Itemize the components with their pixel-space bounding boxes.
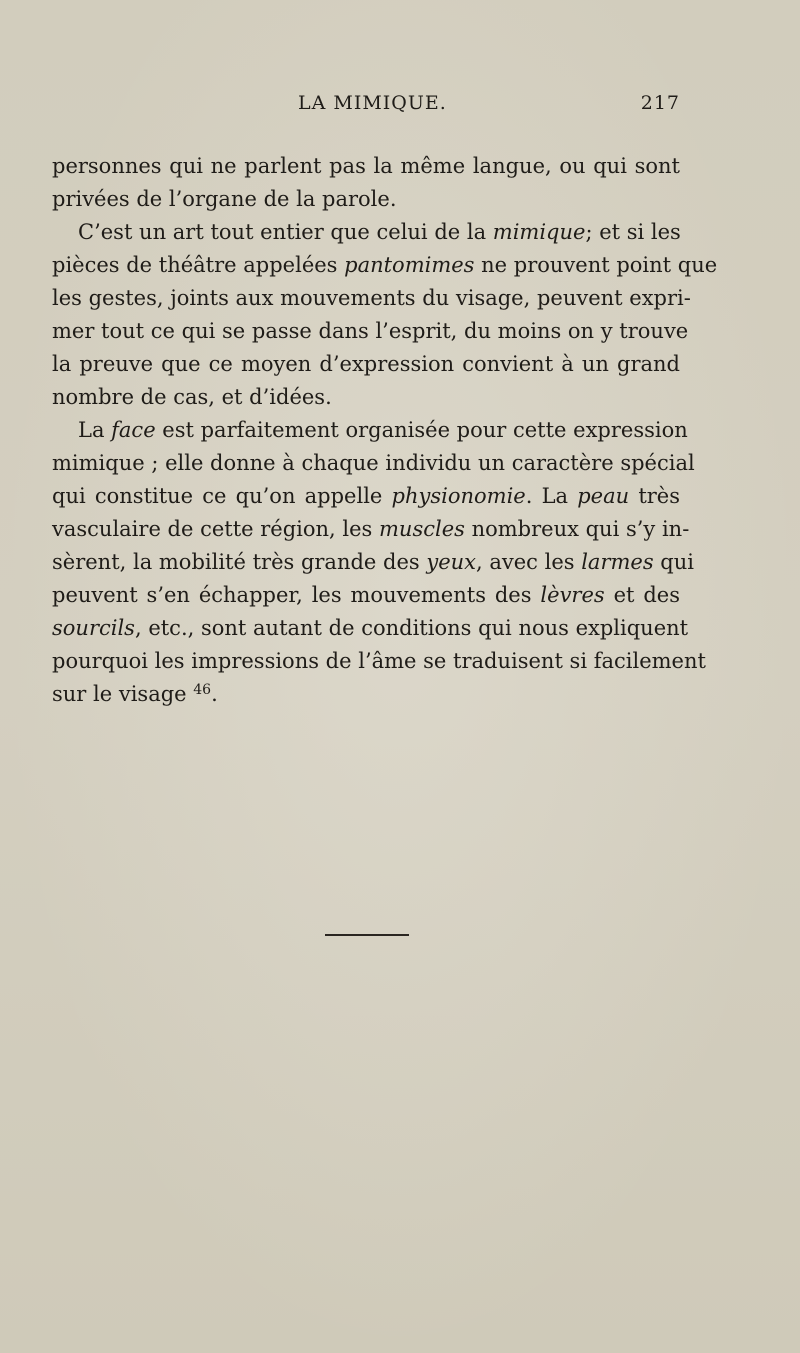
text-line: personnes qui ne parlent pas la même langue, ou qui sont xyxy=(52,154,680,178)
running-title: LA MIMIQUE. xyxy=(298,92,447,114)
italic-term: peau xyxy=(577,484,630,508)
text-line: mer tout ce qui se passe dans l’esprit, du moins on y trouve xyxy=(52,319,689,343)
text-line: La face est parfaitement organisée pour cette expression xyxy=(78,418,688,442)
text-line: sourcils, etc., sont autant de conditions qui nous expliquent xyxy=(52,616,689,640)
text-line: pièces de théâtre appelées pantomimes ne prouvent point que xyxy=(52,253,718,277)
italic-term: larmes xyxy=(581,550,654,574)
italic-term: physionomie xyxy=(391,484,526,508)
body-text xyxy=(52,150,718,711)
page-number: 217 xyxy=(640,92,680,114)
footnote-reference: 46 xyxy=(193,682,212,698)
text-line: privées de l’organe de la parole. xyxy=(52,187,397,211)
section-end-rule xyxy=(325,934,409,936)
text-line: C’est un art tout entier que celui de la mimique; et si les xyxy=(78,220,681,244)
text-line: nombre de cas, et d’idées. xyxy=(52,385,332,409)
text-line: qui constitue ce qu’on appelle physionomie. La peau très xyxy=(52,484,680,508)
italic-term: muscles xyxy=(379,517,465,541)
text-line: pourquoi les impressions de l’âme se traduisent si facilement xyxy=(52,649,706,673)
text-line: les gestes, joints aux mouvements du visage, peuvent expri- xyxy=(52,286,691,310)
text-line: sèrent, la mobilité très grande des yeux, avec les larmes qui xyxy=(52,550,694,574)
italic-term: mimique xyxy=(492,220,586,244)
text-line: mimique ; elle donne à chaque individu un caractère spécial xyxy=(52,451,695,475)
italic-term: lèvres xyxy=(540,583,605,607)
running-head xyxy=(52,92,680,120)
text-line: vasculaire de cette région, les muscles nombreux qui s’y in- xyxy=(52,517,690,541)
text-line: peuvent s’en échapper, les mouvements des lèvres et des xyxy=(52,583,680,607)
italic-term: pantomimes xyxy=(344,253,475,277)
italic-term: yeux xyxy=(426,550,477,574)
italic-term: sourcils xyxy=(52,616,135,640)
text-line: la preuve que ce moyen d’expression convient à un grand xyxy=(52,352,680,376)
italic-term: face xyxy=(111,418,156,442)
text-line: sur le visage $^{46}$. xyxy=(52,682,218,706)
